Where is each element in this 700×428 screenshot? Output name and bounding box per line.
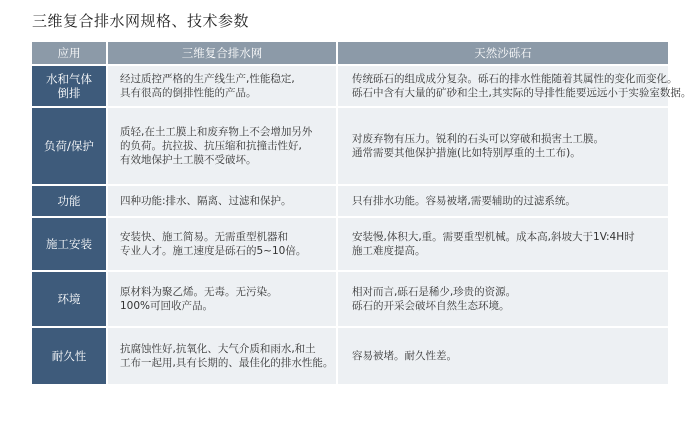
geonet-cell bbox=[107, 327, 337, 385]
table-row bbox=[32, 185, 668, 217]
header-geonet: 三维复合排水网 bbox=[107, 42, 337, 65]
cell-line: 只有排水功能。容易被堵,需要辅助的过滤系统。 bbox=[352, 195, 576, 207]
gravel-cell bbox=[337, 327, 668, 385]
cell-line: 砾石的开采会破坏自然生态环境。 bbox=[352, 300, 510, 312]
page-title: 三维复合排水网规格、技术参数 bbox=[32, 12, 250, 30]
row-label bbox=[32, 65, 107, 107]
geonet-cell bbox=[107, 65, 337, 107]
cell-line: 100%可回收产品。 bbox=[120, 300, 214, 312]
cell-line: 有效地保护土工膜不受破坏。 bbox=[120, 154, 257, 166]
gravel-cell bbox=[337, 271, 668, 327]
cell-line: 传统砾石的组成成分复杂。砾石的排水性能随着其属性的变化而变化。 bbox=[352, 73, 678, 85]
table-row bbox=[32, 327, 668, 385]
cell-line: 相对而言,砾石是稀少,珍贵的资源。 bbox=[352, 286, 517, 298]
row-label bbox=[32, 271, 107, 327]
row-label-line: 负荷/保护 bbox=[44, 139, 94, 153]
cell-line: 质轻,在土工膜上和废弃物上不会增加另外 bbox=[120, 126, 313, 138]
geonet-cell bbox=[107, 271, 337, 327]
row-label bbox=[32, 107, 107, 185]
cell-line: 通常需要其他保护措施(比如特别厚重的土工布)。 bbox=[352, 147, 581, 159]
cell-line: 安装快、施工简易。无需重型机器和 bbox=[120, 231, 288, 243]
cell-line: 原材料为聚乙烯。无毒。无污染。 bbox=[120, 286, 278, 298]
geonet-cell bbox=[107, 107, 337, 185]
cell-line: 对废弃物有压力。锐利的石头可以穿破和损害土工膜。 bbox=[352, 133, 604, 145]
row-label bbox=[32, 327, 107, 385]
gravel-cell bbox=[337, 217, 668, 271]
cell-line: 安装慢,体积大,重。需要重型机械。成本高,斜坡大于1V:4H时 bbox=[352, 231, 635, 243]
cell-line: 砾石中含有大量的矿砂和尘土,其实际的导排性能要远远小于实验室数据。 bbox=[352, 87, 692, 99]
cell-line: 容易被堵。耐久性差。 bbox=[352, 350, 457, 362]
cell-line: 具有很高的倒排性能的产品。 bbox=[120, 87, 257, 99]
cell-line: 专业人才。施工速度是砾石的5~10倍。 bbox=[120, 245, 307, 257]
cell-line: 经过质控严格的生产线生产,性能稳定, bbox=[120, 73, 295, 85]
row-label-line: 水和气体 bbox=[46, 72, 92, 86]
table-row bbox=[32, 271, 668, 327]
header-gravel: 天然沙砾石 bbox=[337, 42, 668, 65]
geonet-cell bbox=[107, 185, 337, 217]
row-label-line: 耐久性 bbox=[51, 349, 87, 363]
cell-line: 的负荷。抗拉拔、抗压缩和抗撞击性好, bbox=[120, 140, 302, 152]
table-row bbox=[32, 217, 668, 271]
row-label-line: 施工安装 bbox=[46, 237, 92, 251]
row-label bbox=[32, 185, 107, 217]
cell-line: 施工难度提高。 bbox=[352, 245, 426, 257]
table-header-row bbox=[32, 42, 668, 65]
table-row bbox=[32, 65, 668, 107]
row-label-line: 环境 bbox=[57, 292, 81, 306]
row-label-line: 倒排 bbox=[57, 86, 81, 100]
gravel-cell bbox=[337, 65, 692, 107]
cell-line: 四种功能:排水、隔离、过滤和保护。 bbox=[120, 195, 292, 207]
cell-line: 抗腐蚀性好,抗氧化、大气介质和雨水,和土 bbox=[120, 343, 316, 355]
gravel-cell bbox=[337, 107, 668, 185]
gravel-cell bbox=[337, 185, 668, 217]
row-label bbox=[32, 217, 107, 271]
cell-line: 工布一起用,具有长期的、最佳化的排水性能。 bbox=[120, 357, 334, 369]
row-label-line: 功能 bbox=[57, 194, 81, 208]
header-application: 应用 bbox=[32, 42, 107, 65]
table-row bbox=[32, 107, 668, 185]
geonet-cell bbox=[107, 217, 337, 271]
spec-table bbox=[32, 42, 692, 386]
